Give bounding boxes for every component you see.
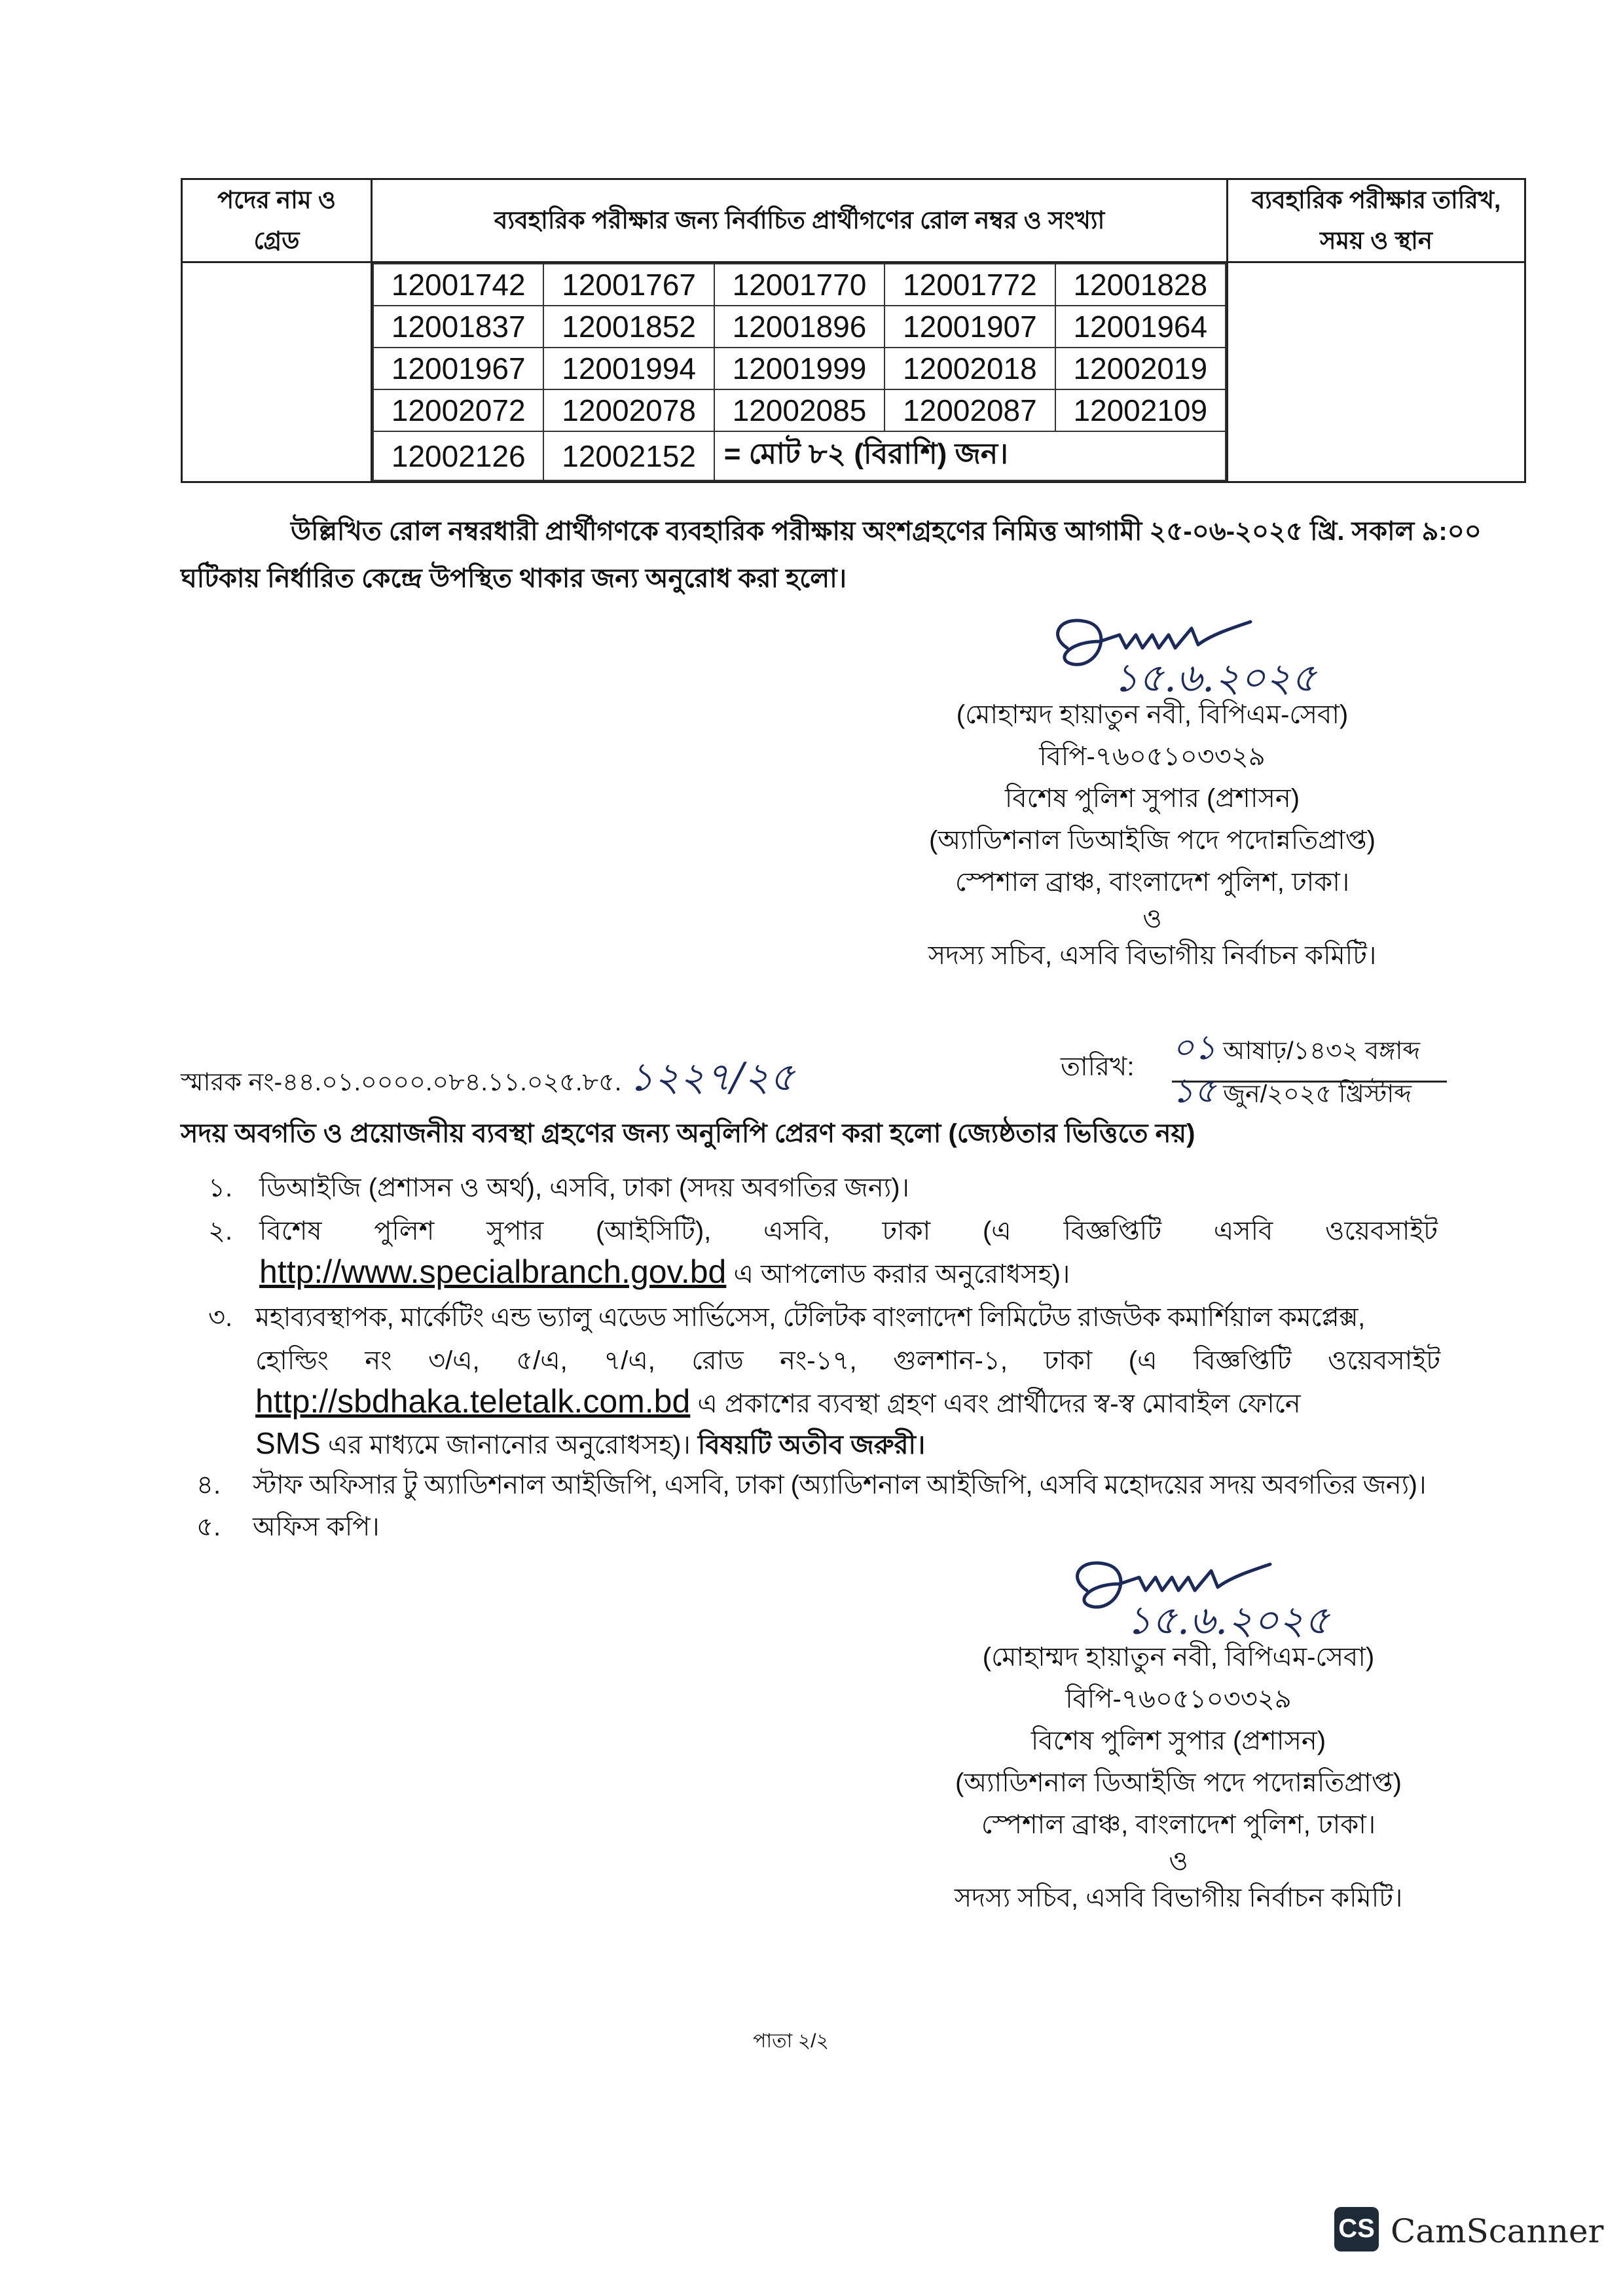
signatory-office: স্পেশাল ব্রাঞ্চ, বাংলাদেশ পুলিশ, ঢাকা। [955, 868, 1350, 897]
roll-number: 12001967 [373, 348, 543, 389]
roll-number: 12002126 [373, 431, 543, 480]
table-row [373, 348, 1226, 389]
roll-number: 12001964 [1055, 306, 1226, 348]
memo-date-bangla-text: আষাঢ়/১৪৩২ বঙ্গাব্দ [1223, 1037, 1421, 1065]
signatory-name: (মোহাম্মদ হায়াতুন নবী, বিপিএম-সেবা) [982, 1643, 1375, 1672]
signatory-name: (মোহাম্মদ হায়াতুন নবী, বিপিএম-সেবা) [956, 700, 1349, 729]
sms-text: SMS [255, 1426, 321, 1460]
copy-item-5: অফিস কপি। [253, 1513, 380, 1541]
roll-number-table [181, 178, 1526, 483]
copy-item-2a: বিশেষ পুলিশ সুপার (আইসিটি), এসবি, ঢাকা (এ বিজ্ঞপ্তিটি এসবি ওয়েবসাইট [259, 1217, 1438, 1246]
memo-date-label: তারিখ: [1061, 1052, 1135, 1081]
roll-number: 12001907 [884, 306, 1055, 348]
signatory-committee: সদস্য সচিব, এসবি বিভাগীয় নির্বাচন কমিটি। [928, 941, 1377, 970]
roll-number: 12002078 [543, 389, 714, 431]
roll-number: 12001852 [543, 306, 714, 348]
copy-item-1: ডিআইজি (প্রশাসন ও অর্থ), এসবি, ঢাকা (সদয় অবগতির জন্য)। [259, 1174, 909, 1202]
roll-number: 12002085 [714, 389, 884, 431]
roll-number: 12001999 [714, 348, 884, 389]
copy-number-2: ২. [208, 1217, 233, 1246]
page-number: পাতা ২/২ [753, 2030, 829, 2052]
memo-reference [181, 1047, 795, 1113]
roll-number: 12001896 [714, 306, 884, 348]
copy-item-3a: মহাব্যবস্থাপক, মার্কেটিং এন্ড ভ্যালু এডেড সার্ভিসেস, টেলিটক বাংলাদেশ লিমিটেড রাজউক কমার্শিয়াল কমপ্লেক্স, [255, 1303, 1365, 1332]
roll-number: 12002072 [373, 389, 543, 431]
copy-item-3c [255, 1380, 1486, 1426]
memo-date-greg-day: ১৫ [1172, 1072, 1216, 1110]
header-roll-numbers: ব্যবহারিক পরীক্ষার জন্য নির্বাচিত প্রার্থীগণের রোল নম্বর ও সংখ্যা [372, 179, 1228, 262]
signatory-designation: বিশেষ পুলিশ সুপার (প্রশাসন) [1030, 1727, 1326, 1755]
table-row [373, 306, 1226, 348]
signatory-bp: বিপি-৭৬০৫১০৩৩২৯ [1039, 742, 1266, 771]
signature-block-2 [897, 1636, 1460, 1919]
copy-number-3: ৩. [208, 1303, 233, 1332]
signature-block-1 [871, 694, 1434, 977]
roll-number: 12002087 [884, 389, 1055, 431]
roll-number: 12001742 [373, 264, 543, 306]
roll-number: 12002109 [1055, 389, 1226, 431]
header-exam-date: ব্যবহারিক পরীক্ষার তারিখ, সময় ও স্থান [1228, 179, 1525, 262]
copy-item-3-mid: এ প্রকাশের ব্যবস্থা গ্রহণ এবং প্রার্থীদের স্ব-স্ব মোবাইল ফোনে [697, 1390, 1301, 1418]
notice-line-1: উল্লিখিত রোল নম্বরধারী প্রার্থীগণকে ব্যবহারিক পরীক্ষায় অংশগ্রহণের নিমিত্ত আগামী ২৫-০৬-২০২৫ খ্রি. সকাল ৯:০০ [291, 517, 1482, 546]
copy-number-5: ৫. [196, 1513, 221, 1541]
teletalk-link[interactable]: http://sbdhaka.teletalk.com.bd [255, 1383, 691, 1420]
roll-number: 12001770 [714, 264, 884, 306]
roll-number: 12001994 [543, 348, 714, 389]
roll-number: 12002019 [1055, 348, 1226, 389]
memo-ref-handwritten: ১২২৭/২৫ [628, 1054, 795, 1100]
table-row [373, 264, 1226, 306]
signatory-and: ও [1169, 1847, 1188, 1876]
copy-item-2-tail: এ আপলোড করার অনুরোধসহ)। [733, 1260, 1070, 1289]
copy-number-1: ১. [208, 1174, 233, 1202]
roll-number: 12001767 [543, 264, 714, 306]
specialbranch-link[interactable]: http://www.specialbranch.gov.bd [259, 1253, 727, 1290]
urgent-note: বিষয়টি অতীব জরুরী। [697, 1431, 926, 1460]
signatory-bp: বিপি-৭৬০৫১০৩৩২৯ [1065, 1685, 1292, 1713]
copy-heading: সদয় অবগতি ও প্রয়োজনীয় ব্যবস্থা গ্রহণের জন্য অনুলিপি প্রেরণ করা হলো (জ্যেষ্ঠতার ভিত্তিতে নয়) [181, 1119, 1195, 1148]
camscanner-logo: CS [1334, 2207, 1379, 2251]
memo-date-gregorian [1172, 1064, 1447, 1121]
copy-item-4: স্টাফ অফিসার টু অ্যাডিশনাল আইজিপি, এসবি, ঢাকা (অ্যাডিশনাল আইজিপি, এসবি মহোদয়ের সদয় অবগতির জন্য)। [253, 1471, 1427, 1499]
notice-line-2: ঘটিকায় নির্ধারিত কেন্দ্রে উপস্থিত থাকার জন্য অনুরোধ করা হলো। [181, 564, 847, 593]
roll-grid [373, 263, 1226, 481]
copy-item-2b [259, 1250, 1484, 1296]
roll-number: 12002018 [884, 348, 1055, 389]
header-post-grade: পদের নাম ও গ্রেড [182, 179, 372, 262]
signatory-office: স্পেশাল ব্রাঞ্চ, বাংলাদেশ পুলিশ, ঢাকা। [981, 1810, 1376, 1839]
memo-date-bangla-day: ০১ [1172, 1029, 1216, 1067]
signature-date: ১৫.৬.২০২৫ [1113, 655, 1317, 701]
roll-number: 12001837 [373, 306, 543, 348]
camscanner-text: CamScanner [1391, 2212, 1604, 2250]
signatory-promotion: (অ্যাডিশনাল ডিআইজি পদে পদোন্নতিপ্রাপ্ত) [955, 1768, 1402, 1797]
signature-date: ১৫.৬.২০২৫ [1126, 1598, 1330, 1643]
total-count: = মোট ৮২ (বিরাশি) জন। [714, 431, 1226, 480]
copy-item-3d [255, 1422, 1486, 1467]
exam-date-cell [1228, 262, 1525, 482]
roll-number: 12002152 [543, 431, 714, 480]
copy-number-4: ৪. [196, 1471, 221, 1499]
signatory-and: ও [1142, 905, 1162, 933]
signatory-designation: বিশেষ পুলিশ সুপার (প্রশাসন) [1004, 784, 1300, 813]
copy-item-3-tail: এর মাধ্যমে জানানোর অনুরোধসহ)। [327, 1431, 691, 1460]
copy-item-3b: হোল্ডিং নং ৩/এ, ৫/এ, ৭/এ, রোড নং-১৭, গুলশান-১, ঢাকা (এ বিজ্ঞপ্তিটি ওয়েবসাইট [255, 1346, 1440, 1375]
memo-ref-prefix: স্মারক নং-৪৪.০১.০০০০.০৮৪.১১.০২৫.৮৫. [181, 1069, 622, 1096]
table-row [373, 389, 1226, 431]
memo-date-greg-text: জুন/২০২৫ খ্রিস্টাব্দ [1223, 1081, 1412, 1108]
post-grade-cell [182, 262, 372, 482]
signatory-promotion: (অ্যাডিশনাল ডিআইজি পদে পদোন্নতিপ্রাপ্ত) [929, 826, 1376, 855]
roll-number: 12001772 [884, 264, 1055, 306]
roll-number: 12001828 [1055, 264, 1226, 306]
signatory-committee: সদস্য সচিব, এসবি বিভাগীয় নির্বাচন কমিটি। [954, 1884, 1403, 1912]
table-row [373, 431, 1226, 480]
roll-grid-cell [372, 262, 1228, 482]
